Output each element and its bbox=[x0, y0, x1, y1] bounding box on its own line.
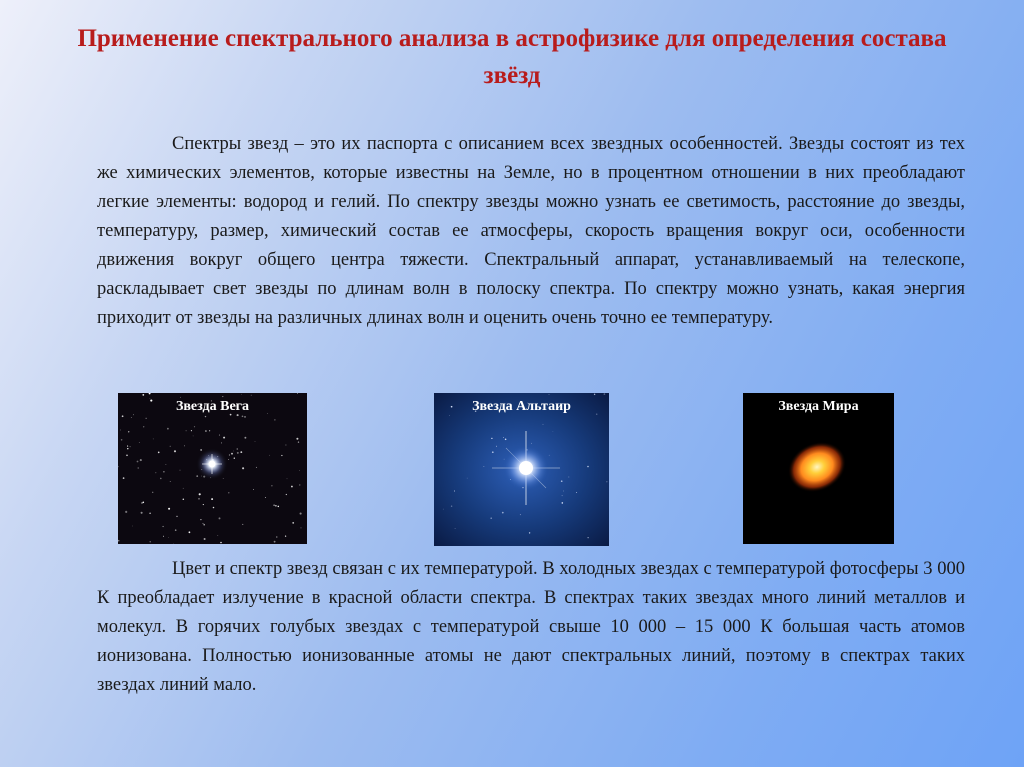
background-star bbox=[269, 455, 270, 456]
background-star bbox=[149, 512, 151, 514]
background-star bbox=[549, 455, 550, 456]
background-star bbox=[576, 492, 577, 493]
background-star bbox=[228, 459, 229, 460]
background-star bbox=[606, 481, 607, 482]
background-star bbox=[127, 448, 128, 449]
background-star bbox=[194, 426, 195, 427]
background-star bbox=[139, 442, 140, 443]
background-star bbox=[563, 491, 564, 492]
background-star bbox=[158, 452, 160, 454]
background-star bbox=[163, 471, 165, 473]
background-star bbox=[140, 459, 142, 461]
background-star bbox=[132, 526, 133, 527]
background-star bbox=[199, 493, 201, 495]
background-star bbox=[300, 513, 302, 515]
background-star bbox=[189, 531, 191, 533]
background-star bbox=[285, 445, 286, 446]
background-star bbox=[221, 442, 222, 443]
background-star bbox=[562, 502, 564, 504]
vega-label: Звезда Вега bbox=[175, 399, 250, 414]
background-star bbox=[198, 498, 200, 500]
background-star bbox=[138, 467, 139, 468]
mira-image bbox=[743, 393, 894, 544]
background-star bbox=[265, 497, 266, 498]
background-star bbox=[234, 458, 235, 459]
background-star bbox=[219, 435, 220, 436]
background-star bbox=[202, 523, 203, 524]
background-star bbox=[543, 424, 544, 425]
background-star bbox=[204, 538, 206, 540]
background-star bbox=[155, 472, 156, 473]
background-star bbox=[529, 532, 530, 533]
background-star bbox=[492, 451, 494, 453]
background-star bbox=[256, 467, 257, 468]
background-star bbox=[183, 488, 184, 489]
background-star bbox=[153, 439, 154, 440]
background-star bbox=[223, 437, 225, 439]
background-star bbox=[220, 542, 222, 544]
background-star bbox=[274, 541, 276, 543]
altair-star-picture bbox=[434, 393, 609, 546]
background-star bbox=[568, 477, 569, 478]
vega-star-picture bbox=[118, 393, 307, 544]
background-star bbox=[449, 415, 450, 416]
background-star bbox=[273, 504, 274, 505]
background-star bbox=[176, 516, 177, 517]
background-star bbox=[292, 522, 294, 524]
background-star bbox=[301, 527, 302, 528]
background-star bbox=[278, 506, 280, 508]
background-star bbox=[454, 491, 455, 492]
background-star bbox=[128, 431, 129, 432]
background-star bbox=[496, 446, 497, 447]
background-star bbox=[299, 470, 300, 471]
background-star bbox=[203, 524, 205, 526]
background-star bbox=[451, 505, 452, 506]
background-star bbox=[242, 524, 243, 525]
background-star bbox=[502, 512, 504, 514]
background-star bbox=[127, 446, 128, 447]
background-star bbox=[484, 466, 485, 467]
background-star bbox=[276, 536, 277, 537]
background-star bbox=[455, 528, 456, 529]
background-star bbox=[285, 535, 286, 536]
background-star bbox=[553, 431, 554, 432]
background-star bbox=[125, 511, 127, 513]
background-star bbox=[184, 446, 185, 447]
background-star bbox=[211, 498, 213, 500]
background-star bbox=[443, 509, 444, 510]
background-star bbox=[242, 415, 244, 417]
background-star bbox=[205, 416, 206, 417]
background-star bbox=[253, 489, 254, 490]
background-star bbox=[130, 446, 131, 447]
background-star bbox=[191, 430, 192, 431]
background-star bbox=[174, 450, 176, 452]
mira-label: Звезда Мира bbox=[778, 399, 859, 414]
altair-image bbox=[434, 393, 609, 546]
background-star bbox=[223, 478, 224, 479]
background-star bbox=[123, 477, 125, 479]
slide-title: Применение спектрального анализа в астрофизике для определения состава звёзд bbox=[77, 25, 947, 89]
background-star bbox=[244, 416, 246, 418]
background-star bbox=[237, 448, 238, 449]
background-star bbox=[242, 467, 244, 469]
background-star bbox=[222, 396, 223, 397]
background-star bbox=[150, 541, 151, 542]
mira-star-picture bbox=[743, 393, 894, 544]
background-star bbox=[142, 394, 144, 396]
background-star bbox=[251, 395, 252, 396]
background-star bbox=[186, 430, 187, 431]
background-star bbox=[170, 481, 171, 482]
background-star bbox=[520, 514, 521, 515]
background-star bbox=[504, 459, 505, 460]
background-star bbox=[126, 454, 128, 456]
background-star bbox=[594, 394, 595, 395]
background-star bbox=[205, 430, 207, 432]
background-star bbox=[240, 451, 242, 453]
background-star bbox=[213, 507, 215, 509]
background-star bbox=[299, 484, 300, 485]
background-star bbox=[120, 430, 121, 431]
background-star bbox=[228, 492, 229, 493]
paragraph-star-spectra: Спектры звезд – это их паспорта с описанием всех звездных особенностей. Звезды состоят из тех же химических элементов, которые известны на Земле, но в процентном отношении в них преобладают легкие элементы: водород и гелий. По спектру звезды можно узнать ее светимость, расстояние до звезды, температуру, размер, химический состав ее атмосферы, скорость вращения вокруг оси, особенности движения вокруг общего центра тяжести. Спектральный аппарат, устанавливаемый на телескопе, раскладывает свет звезды по длинам волн в полоску спектра. По спектру можно узнать, какая энергия приходит от звезды на различных длинах волн и оценить очень точно ее температуру. bbox=[97, 134, 965, 328]
background-star bbox=[170, 446, 171, 447]
background-star bbox=[137, 461, 139, 463]
background-star bbox=[467, 478, 468, 479]
background-star bbox=[561, 480, 563, 482]
altair-label: Звезда Альтаир bbox=[472, 399, 571, 414]
background-star bbox=[233, 451, 234, 452]
background-star bbox=[143, 502, 145, 504]
background-star bbox=[503, 437, 504, 438]
background-star bbox=[200, 519, 201, 520]
background-star bbox=[209, 430, 210, 431]
background-star bbox=[122, 415, 124, 417]
background-star bbox=[121, 439, 123, 441]
background-star bbox=[274, 419, 275, 420]
background-star bbox=[604, 393, 606, 395]
background-star bbox=[167, 428, 169, 430]
background-star bbox=[531, 443, 532, 444]
background-star bbox=[217, 535, 218, 536]
background-star bbox=[168, 508, 170, 510]
background-star bbox=[286, 494, 287, 495]
background-star bbox=[180, 470, 181, 471]
background-star bbox=[175, 529, 177, 531]
background-star bbox=[143, 426, 144, 427]
background-star bbox=[141, 512, 143, 514]
vega-image bbox=[118, 393, 307, 544]
background-star bbox=[244, 437, 246, 439]
background-star bbox=[162, 526, 163, 527]
background-star bbox=[298, 441, 299, 442]
background-star bbox=[160, 478, 162, 480]
background-star bbox=[291, 486, 293, 488]
background-star bbox=[166, 464, 167, 465]
background-star bbox=[146, 418, 147, 419]
background-star bbox=[196, 475, 198, 477]
background-star bbox=[168, 537, 169, 538]
background-star bbox=[180, 397, 181, 398]
background-star bbox=[200, 449, 201, 450]
background-star bbox=[255, 441, 256, 442]
background-star bbox=[152, 492, 153, 493]
background-star bbox=[271, 485, 272, 486]
background-star bbox=[183, 499, 185, 501]
background-star bbox=[203, 504, 204, 505]
background-star bbox=[296, 438, 298, 440]
background-star bbox=[229, 454, 230, 455]
background-star bbox=[588, 537, 589, 538]
background-star bbox=[237, 452, 239, 454]
background-star bbox=[562, 495, 563, 496]
background-star bbox=[163, 536, 164, 537]
background-star bbox=[491, 438, 492, 439]
background-star bbox=[490, 517, 492, 519]
background-star bbox=[505, 439, 507, 441]
background-star bbox=[193, 436, 194, 437]
background-star bbox=[241, 394, 242, 395]
background-star bbox=[219, 517, 221, 519]
background-star bbox=[587, 466, 589, 468]
background-star bbox=[275, 505, 277, 507]
background-star bbox=[549, 394, 550, 395]
background-star bbox=[231, 453, 233, 455]
paragraph-star-color: Цвет и спектр звезд связан с их температурой. В холодных звездах с температурой фотосферы 3 000 К преобладает излучение в красной области спектра. В спектрах таких звездах много линий металлов и молекул. В горячих голубых звездах с температурой свыше 10 000 – 15 000 К большая часть атомов ионизована. Полностью ионизованные атомы не дают спектральных линий, поэтому в спектрах таких звездах линий мало. bbox=[97, 559, 965, 695]
background-star bbox=[287, 478, 288, 479]
background-star bbox=[281, 455, 282, 456]
background-star bbox=[131, 417, 132, 418]
